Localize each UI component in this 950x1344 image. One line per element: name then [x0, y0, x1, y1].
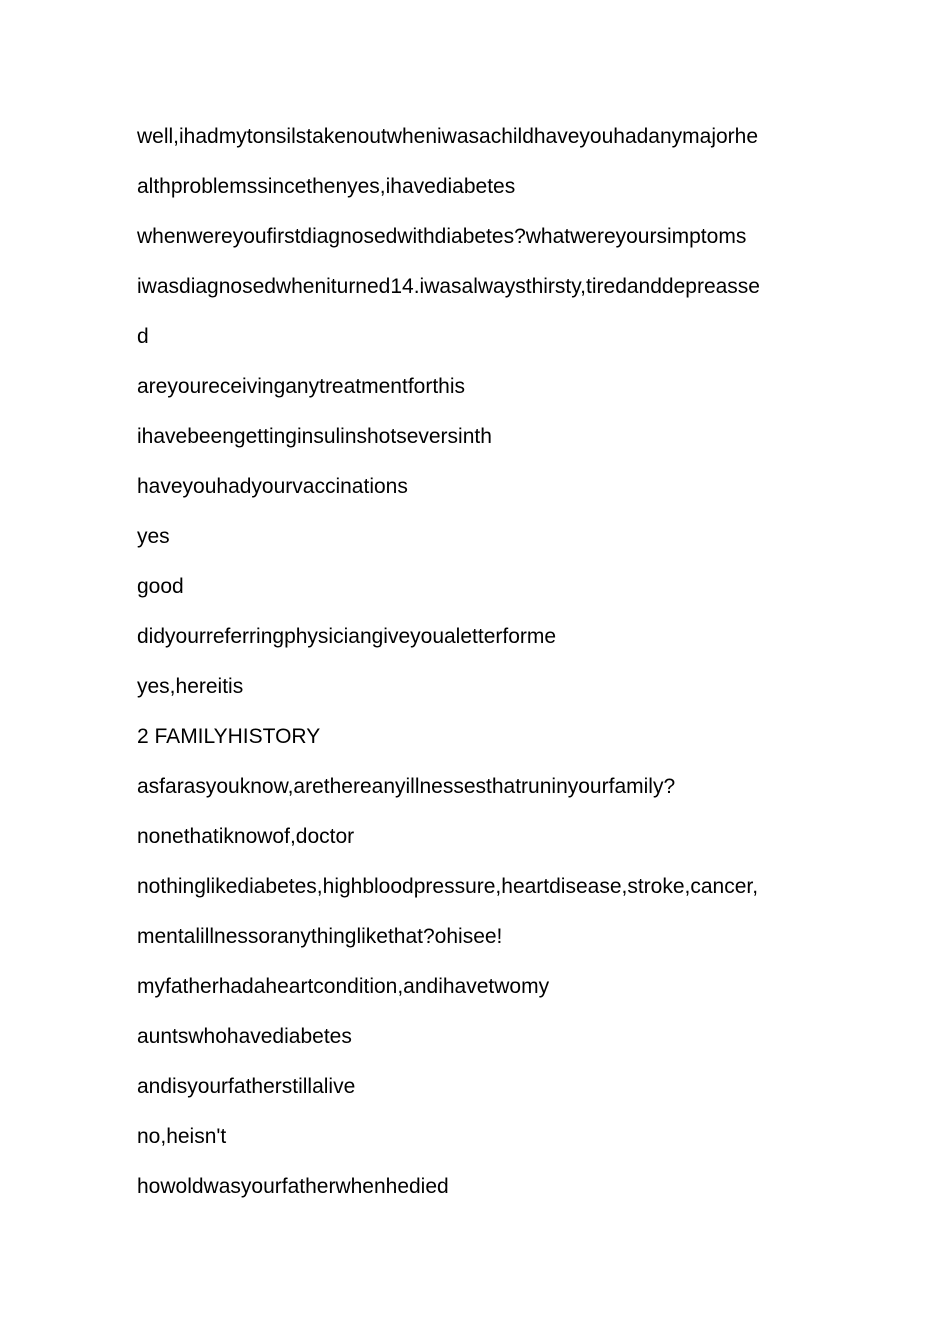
text-line: iwasdiagnosedwheniturned14.iwasalwaysthirsty,tiredanddepreasse — [137, 275, 760, 298]
text-line: didyourreferringphysiciangiveyoualetterforme — [137, 625, 557, 648]
text-line: myfatherhadaheartcondition,andihavetwomy — [137, 975, 550, 998]
text-line: d — [137, 325, 149, 348]
text-line: areyoureceivinganytreatmentforthis — [137, 375, 466, 398]
text-line: nothinglikediabetes,highbloodpressure,heartdisease,stroke,cancer, — [137, 875, 759, 898]
text-line: asfarasyouknow,arethereanyillnessesthatruninyourfamily? — [137, 775, 676, 798]
text-line: good — [137, 575, 184, 598]
text-line: auntswhohavediabetes — [137, 1025, 352, 1048]
text-line: yes,hereitis — [137, 675, 244, 698]
text-line: althproblemssincethenyes,ihavediabetes — [137, 175, 516, 198]
text-line: mentalillnessoranythinglikethat?ohisee! — [137, 925, 503, 948]
text-line: howoldwasyourfatherwhenhedied — [137, 1175, 449, 1198]
section-heading: 2 FAMILYHISTORY — [137, 725, 321, 748]
text-line: haveyouhadyourvaccinations — [137, 475, 408, 498]
document-page — [137, 112, 837, 1212]
text-line: ihavebeengettinginsulinshotseversinth — [137, 425, 492, 448]
text-line: nonethatiknowof,doctor — [137, 825, 355, 848]
text-line: whenwereyoufirstdiagnosedwithdiabetes?whatwereyoursimptoms — [137, 225, 747, 248]
text-line: no,heisn't — [137, 1125, 227, 1148]
text-line: andisyourfatherstillalive — [137, 1075, 356, 1098]
text-line: yes — [137, 525, 170, 548]
text-line: well,ihadmytonsilstakenoutwheniwasachildhaveyouhadanymajorhe — [137, 125, 759, 148]
